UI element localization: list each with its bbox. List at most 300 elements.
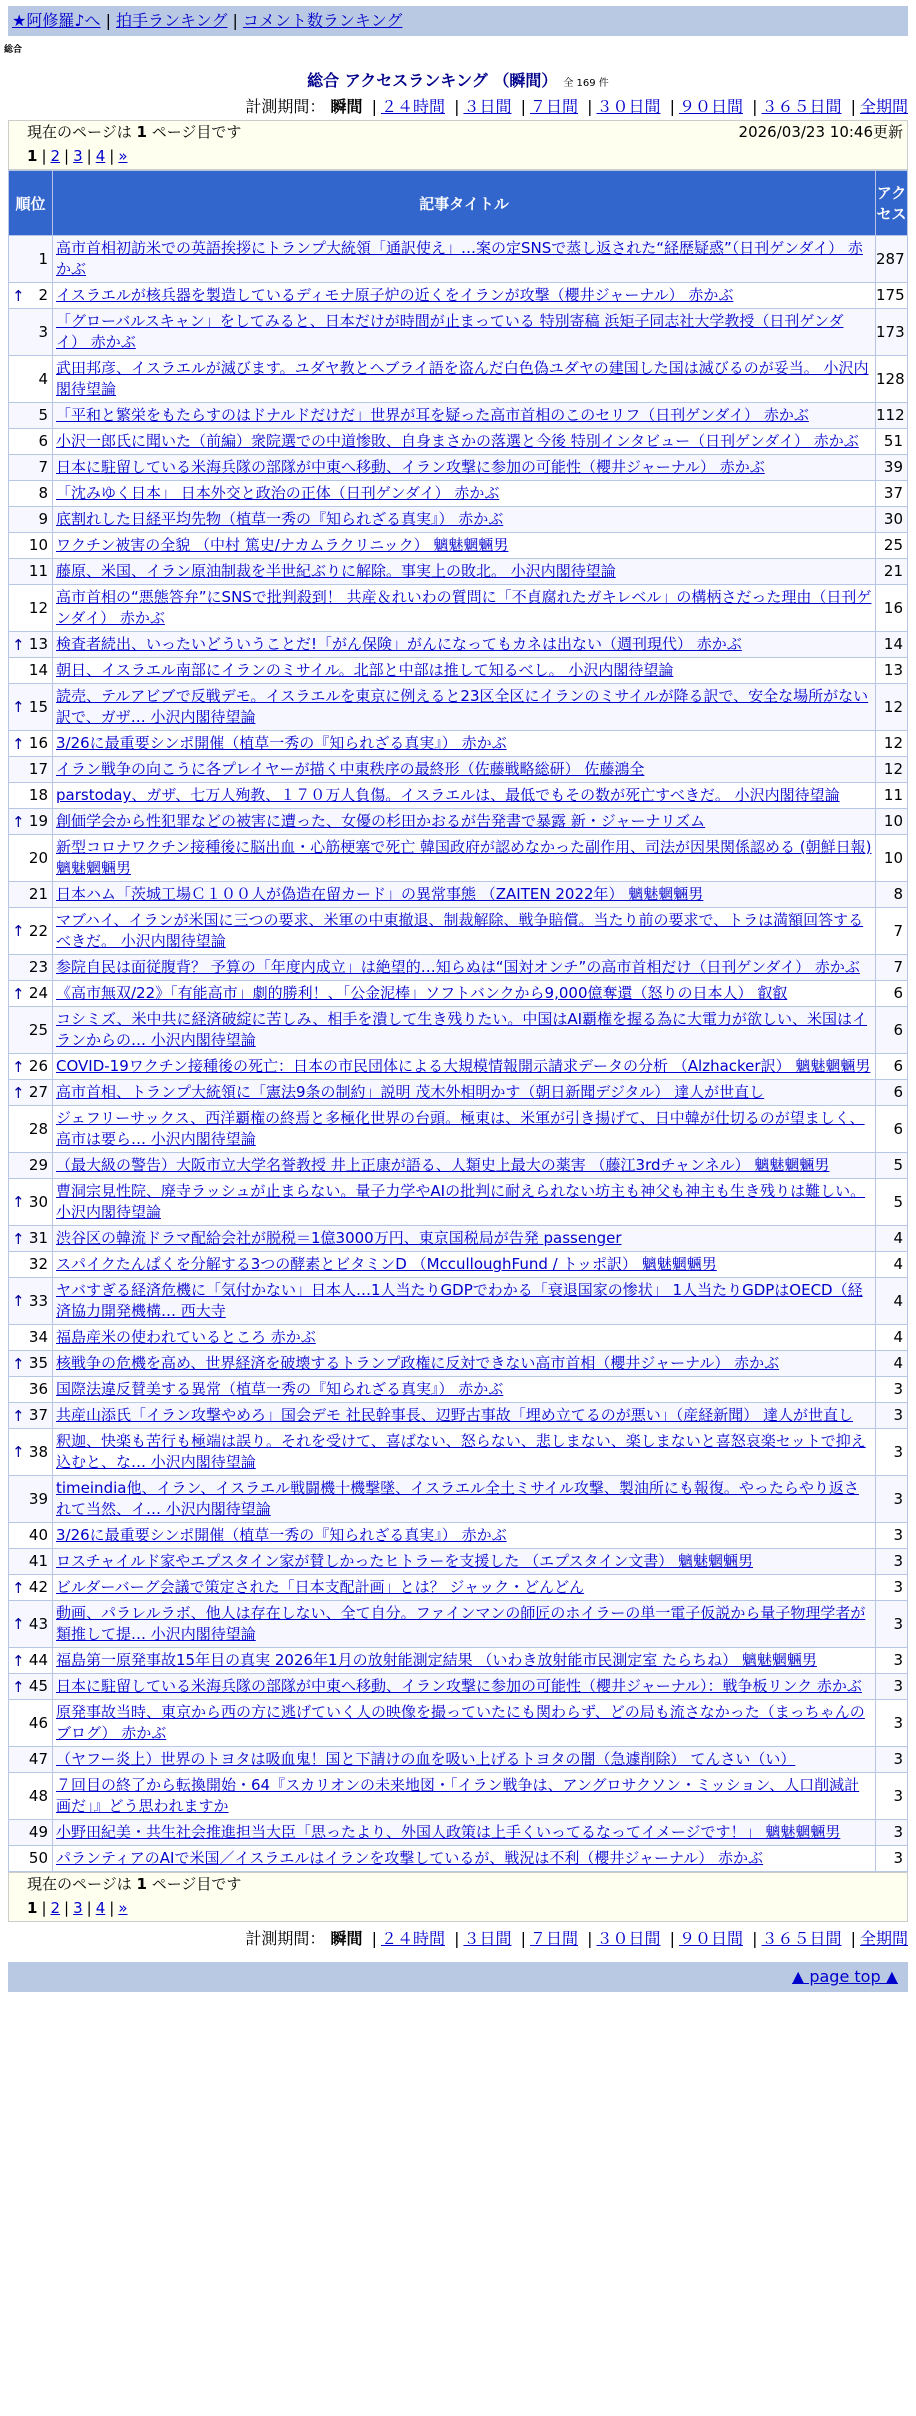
rank-cell [9,955,53,981]
article-title-link[interactable]: 渋谷区の韓流ドラマ配給会社が脱税＝1億3000万円、東京国税局が告発 passenger [56,1229,622,1247]
article-title-link[interactable]: 原発事故当時、東京から西の方に逃げていく人の映像を撮っていたにも関わらず、どの局も流さなかった（まっちゃんのブログ） 赤かぶ [56,1703,865,1742]
title-cell [53,1080,876,1106]
rank-cell [9,1429,53,1476]
rank-number: 46 [28,1713,48,1732]
rank-number: 39 [28,1489,48,1508]
article-title-link[interactable]: ヤバすぎる経済危機に「気付かない」日本人…1人当たりGDPでわかる「衰退国家の惨状」 1人当たりGDPはOECD（経済協力開発機構… 西大寺 [56,1281,863,1320]
article-title-link[interactable]: 日本ハム「茨城工場Ｃ１００人が偽造在留カード」の異常事態 （ZAITEN 2022年） 魑魅魍魎男 [56,885,704,903]
pager-separator: | [64,1899,70,1917]
period-link-90d[interactable]: ９０日間 [678,1929,743,1948]
title-cell [53,731,876,757]
period-link-7d[interactable]: ７日間 [529,97,578,116]
article-title-link[interactable]: parstoday、ガザ、七万人殉教、１７０万人負傷。イスラエルは、最低でもその数が死亡すべきだ。 小沢内閣待望論 [56,786,840,804]
rank-number: 41 [28,1552,48,1570]
period-separator: | [669,1929,675,1948]
access-count: 3 [876,1377,908,1403]
rank-cell [9,1403,53,1429]
article-title-link[interactable]: 《高市無双/22》「有能高市」劇的勝利！、「公金泥棒」ソフトバンクから9,000億奪還（怒りの日本人） 叡叡 [56,984,788,1002]
access-count: 6 [876,1080,908,1106]
rank-cell [9,1252,53,1278]
period-separator: | [752,97,758,116]
title-cell [53,1007,876,1054]
access-count: 6 [876,1007,908,1054]
rank-number: 26 [28,1057,48,1075]
pager-separator: | [86,147,92,165]
access-count: 175 [876,283,908,309]
rank-up-arrow-icon: ↑ [12,1578,25,1597]
col-header-count: アクセス [876,171,908,236]
nav-separator: | [105,11,111,30]
article-title-link[interactable]: 共産山添氏「イラン攻撃やめろ」国会デモ 社民幹事長、辺野古事故「埋め立てるのが悪い」（産経新聞） 達人が世直し [56,1406,854,1424]
article-title-link[interactable]: 参院自民は面従腹背？ 予算の「年度内成立」は絶望的…知らぬは“国対オンチ”の高市首相だけ（日刊ゲンダイ） 赤かぶ [56,958,860,976]
period-link-3d[interactable]: ３日間 [463,97,512,116]
page-info-suffix: ページ目です [146,1875,242,1893]
rank-cell [9,1549,53,1575]
access-count: 3 [876,1403,908,1429]
article-title-link[interactable]: ビルダーバーグ会議で策定された「日本支配計画」とは？ ジャック・どんどん [56,1578,585,1596]
access-count: 3 [876,1820,908,1846]
title-cell [53,356,876,403]
title-cell [53,955,876,981]
access-count: 287 [876,236,908,283]
rank-cell [9,1351,53,1377]
article-title-link[interactable]: 検査者続出、いったいどういうことだ!「がん保険」がんになってもカネは出ない（週刊現代） 赤かぶ [56,635,742,653]
rank-up-arrow-icon: ↑ [12,734,25,753]
rank-cell [9,1226,53,1252]
period-link-24h[interactable]: ２４時間 [380,97,445,116]
access-count: 6 [876,1054,908,1080]
title-cell [53,684,876,731]
rank-number: 20 [28,848,48,867]
rank-number: 13 [28,635,48,653]
rank-cell [9,757,53,783]
rank-number: 4 [38,369,48,388]
title-cell [53,1747,876,1773]
access-count: 3 [876,1549,908,1575]
pager-link-3[interactable]: 3 [73,147,83,165]
access-count: 13 [876,658,908,684]
rank-up-arrow-icon: ↑ [12,1193,25,1211]
title-cell [53,1252,876,1278]
page-info-row [9,121,907,143]
updated-timestamp: 2026/03/23 10:46更新 [738,123,903,141]
rank-number: 10 [28,536,48,554]
rank-cell [9,1080,53,1106]
period-link-all[interactable]: 全期間 [859,97,908,116]
footer-bar [8,1962,908,1992]
article-title-link[interactable]: イスラエルが核兵器を製造しているディモナ原子炉の近くをイランが攻撃（櫻井ジャーナル） 赤かぶ [56,286,734,304]
period-separator: | [454,97,460,116]
access-count: 3 [876,1747,908,1773]
title-cell [53,403,876,429]
page-info-prefix: 現在のページは [27,123,137,141]
pager-separator: | [109,147,115,165]
article-title-link[interactable]: 小野田紀美・共生社会推進担当大臣「思ったより、外国人政策は上手くいってるなってイメージです！」 魑魅魍魎男 [56,1823,841,1841]
rank-number: 48 [28,1786,48,1805]
rank-cell [9,1773,53,1820]
rank-cell [9,783,53,809]
title-cell [53,882,876,908]
page-title [0,68,916,90]
period-separator: | [669,97,675,116]
period-link-all[interactable]: 全期間 [859,1929,908,1948]
access-count: 3 [876,1429,908,1476]
period-link-30d[interactable]: ３０日間 [596,1929,661,1948]
rank-number: 47 [28,1750,48,1768]
rank-number: 49 [28,1823,48,1841]
title-cell [53,1226,876,1252]
title-cell [53,908,876,955]
article-title-link[interactable]: ７回目の終了から転換開始・64『スカリオンの未来地図・「イラン戦争は、アングロサクソン・ミッション、人口削減計画だ」』どう思われますか [56,1776,860,1815]
rank-number: 27 [28,1083,48,1101]
article-title-link[interactable]: COVID-19ワクチン接種後の死亡：日本の市民団体による大規模情報開示請求データの分析 （Alzhacker訳） 魑魅魍魎男 [56,1057,871,1075]
rank-up-arrow-icon: ↑ [12,1443,25,1461]
rank-cell [9,1278,53,1325]
table-row [9,1252,908,1278]
rank-number: 18 [28,786,48,804]
access-count: 5 [876,1179,908,1226]
article-title-link[interactable]: 釈迦、快楽も苦行も極端は誤り。それを受けて、喜ばない、怒らない、悲しまない、楽しまないと喜怒哀楽セットで抑え込むと、な… 小沢内閣待望論 [56,1432,866,1471]
rank-cell [9,559,53,585]
article-title-link[interactable]: 3/26に最重要シンポ開催（植草一秀の『知られざる真実』） 赤かぶ [56,1526,507,1544]
rank-cell [9,1523,53,1549]
article-title-link[interactable]: 「平和と繁栄をもたらすのはドナルドだけだ」世界が耳を疑った高市首相のこのセリフ（日刊ゲンダイ） 赤かぶ [56,406,809,424]
rank-cell [9,1054,53,1080]
table-row [9,981,908,1007]
rank-number: 35 [28,1354,48,1372]
article-title-link[interactable]: 「グローバルスキャン」をしてみると、日本だけが時間が止まっている 特別寄稿 浜矩子同志社大学教授（日刊ゲンダイ） 赤かぶ [56,312,844,351]
article-title-link[interactable]: 武田邦彦、イスラエルが滅びます。ユダヤ教とヘブライ語を盗んだ白色偽ユダヤの建国した国は滅びるのが妥当。 小沢内閣待望論 [56,359,869,398]
page-info-prefix: 現在のページは [27,1875,137,1893]
access-count: 10 [876,809,908,835]
access-count: 8 [876,882,908,908]
rank-number: 42 [28,1578,48,1596]
rank-cell [9,1846,53,1872]
info-box-top [8,120,908,170]
rank-number: 43 [28,1614,48,1633]
rank-cell [9,809,53,835]
title-cell [53,585,876,632]
nav-separator: | [232,11,238,30]
rank-number: 5 [38,406,48,424]
period-link-365d[interactable]: ３６５日間 [761,97,842,116]
table-row [9,1278,908,1325]
rank-cell [9,1007,53,1054]
rank-number: 12 [28,598,48,617]
rank-number: 33 [28,1291,48,1310]
title-cell [53,1700,876,1747]
pager-top [9,143,907,169]
title-cell [53,757,876,783]
access-count: 6 [876,981,908,1007]
table-row [9,809,908,835]
table-row [9,783,908,809]
table-row [9,757,908,783]
article-title-link[interactable]: 読売、テルアビブで反戦デモ。イスラエルを東京に例えると23区全区にイランのミサイルが降る訳で、安全な場所がない訳で、ガザ… 小沢内閣待望論 [56,687,869,726]
nav-link-ashura[interactable]: ★阿修羅♪へ [12,11,101,30]
rank-up-arrow-icon: ↑ [12,1057,25,1076]
ranking-table-body [9,236,908,1872]
article-title-link[interactable]: 朝日、イスラエル南部にイランのミサイル。北部と中部は推して知るべし。 小沢内閣待望論 [56,661,674,679]
access-count: 12 [876,757,908,783]
table-row [9,1674,908,1700]
title-cell [53,481,876,507]
access-count: 4 [876,1226,908,1252]
page-info-row-bottom [9,1873,907,1895]
article-title-link[interactable]: コシミズ、米中共に経済破綻に苦しみ、相手を潰して生き残りたい。中国はAI覇権を握る為に大電力が欲しい、米国はイランからの… 小沢内閣待望論 [56,1010,868,1049]
rank-cell [9,309,53,356]
rank-cell [9,533,53,559]
rank-cell [9,356,53,403]
page-info-suffix: ページ目です [146,123,242,141]
table-row [9,955,908,981]
table-row [9,658,908,684]
rank-cell [9,481,53,507]
table-row [9,481,908,507]
pager-bottom [9,1895,907,1921]
access-count: 5 [876,1153,908,1179]
article-title-link[interactable]: 藤原、米国、イラン原油制裁を半世紀ぶりに解除。事実上の敗北。 小沢内閣待望論 [56,562,616,580]
article-title-link[interactable]: 3/26に最重要シンポ開催（植草一秀の『知られざる真実』） 赤かぶ [56,734,507,752]
pager-next[interactable]: » [118,147,128,165]
table-row [9,1106,908,1153]
title-cell [53,1773,876,1820]
period-separator: | [371,97,377,116]
rank-number: 7 [38,458,48,476]
rank-cell [9,507,53,533]
article-title-link[interactable]: 創価学会から性犯罪などの被害に遭った、女優の杉田かおるが告発書で暴露 新・ジャーナリズム [56,812,706,830]
title-cell [53,1820,876,1846]
period-link-3d[interactable]: ３日間 [463,1929,512,1948]
period-separator: | [371,1929,377,1948]
rank-cell [9,731,53,757]
table-row [9,1575,908,1601]
rank-cell [9,1747,53,1773]
article-title-link[interactable]: 高市首相初訪米での英語挨拶にトランプ大統領「通訳使え」…案の定SNSで蒸し返された“経歴疑惑”（日刊ゲンダイ） 赤かぶ [56,239,863,278]
pager-link-4[interactable]: 4 [95,147,106,165]
article-title-link[interactable]: パランティアのAIで米国／イスラエルはイランを攻撃しているが、戦況は不利（櫻井ジャーナル） 赤かぶ [56,1849,764,1867]
table-row [9,1351,908,1377]
rank-cell [9,1601,53,1648]
table-row [9,309,908,356]
title-cell [53,1575,876,1601]
title-cell [53,981,876,1007]
article-title-link[interactable]: （ヤフー炎上）世界のトヨタは吸血鬼！国と下請けの血を吸い上げるトヨタの闇（急遽削除） てんさい（い） [56,1750,796,1768]
period-link-24h[interactable]: ２４時間 [380,1929,445,1948]
table-row [9,1846,908,1872]
table-row [9,559,908,585]
table-row [9,283,908,309]
pager-link-4[interactable]: 4 [95,1899,106,1917]
article-title-link[interactable]: マブハイ、イランが米国に三つの要求、米軍の中東撤退、制裁解除、戦争賠償。当たり前の要求で、トラは満額回答するべきだ。 小沢内閣待望論 [56,911,864,950]
table-row [9,1054,908,1080]
access-count: 7 [876,908,908,955]
top-nav-bar [8,6,908,36]
rank-up-arrow-icon: ↑ [12,1229,25,1248]
article-title-link[interactable]: 「沈みゆく日本」 日本外交と政治の正体（日刊ゲンダイ） 赤かぶ [56,484,500,502]
table-row [9,1820,908,1846]
table-row [9,1648,908,1674]
rank-cell [9,1179,53,1226]
period-link-90d[interactable]: ９０日間 [678,97,743,116]
pager-current: 1 [27,1899,38,1917]
access-count: 4 [876,1325,908,1351]
rank-number: 1 [38,249,48,268]
article-title-link[interactable]: 福島産米の使われているところ 赤かぶ [56,1328,316,1346]
period-label: 計測期間： [245,1929,326,1948]
period-separator: | [850,97,856,116]
title-cell [53,1601,876,1648]
article-title-link[interactable]: 底割れした日経平均先物（植草一秀の『知られざる真実』） 赤かぶ [56,510,504,528]
rank-number: 50 [28,1849,48,1867]
title-cell [53,632,876,658]
period-link-30d[interactable]: ３０日間 [596,97,661,116]
period-current: 瞬間 [330,97,363,116]
table-row [9,835,908,882]
pager-link-2[interactable]: 2 [50,147,61,165]
title-cell [53,236,876,283]
title-cell [53,1351,876,1377]
period-separator: | [587,1929,593,1948]
pager-separator: | [64,147,70,165]
access-count: 173 [876,309,908,356]
title-cell [53,1054,876,1080]
article-title-link[interactable]: timeindia他、イラン、イスラエル戦闘機十機撃墜、イスラエル全土ミサイル攻撃、製油所にも報復。やったらやり返されて当然、イ… 小沢内閣待望論 [56,1479,859,1518]
pager-separator: | [41,1899,47,1917]
pager-next[interactable]: » [118,1899,128,1917]
period-link-7d[interactable]: ７日間 [529,1929,578,1948]
rank-number: 44 [28,1651,48,1669]
access-count: 7 [876,955,908,981]
rank-number: 19 [28,812,48,830]
article-title-link[interactable]: 小沢一郎氏に聞いた（前編）衆院選での中道惨敗、自身まさかの落選と今後 特別インタビュー（日刊ゲンダイ） 赤かぶ [56,432,859,450]
access-count: 11 [876,783,908,809]
rank-up-arrow-icon: ↑ [12,1651,25,1670]
rank-up-arrow-icon: ↑ [12,1677,25,1696]
rank-number: 24 [28,984,48,1002]
access-count: 25 [876,533,908,559]
article-title-link[interactable]: （最大級の警告）大阪市立大学名誉教授 井上正康が語る、人類史上最大の薬害 （藤江3rdチャンネル） 魑魅魍魎男 [56,1156,830,1174]
table-row [9,403,908,429]
rank-number: 16 [28,734,48,752]
title-cell [53,1648,876,1674]
article-title-link[interactable]: 日本に駐留している米海兵隊の部隊が中東へ移動、イラン攻撃に参加の可能性（櫻井ジャーナル）：戦争板リンク 赤かぶ [56,1677,862,1695]
article-title-link[interactable]: イラン戦争の向こうに各プレイヤーが描く中東秩序の最終形（佐藤戦略総研） 佐藤鴻全 [56,760,645,778]
article-title-link[interactable]: 高市首相の“悪態答弁”にSNSで批判殺到！ 共産＆れいわの質問に「不貞腐れたガキレベル」の構柄さだった理由（日刊ゲンダイ） 赤かぶ [56,588,872,627]
article-title-link[interactable]: ワクチン被害の全貌 （中村 篤史/ナカムラクリニック） 魑魅魍魎男 [56,536,509,554]
article-title-link[interactable]: 高市首相、トランプ大統領に「憲法9条の制約」説明 茂木外相明かす（朝日新聞デジタル） 達人が世直し [56,1083,765,1101]
article-title-link[interactable]: ジェフリーサックス、西洋覇権の終焉と多極化世界の台頭。極東は、米軍が引き揚げて、日中韓が仕切るのが望ましく、高市は要ら… 小沢内閣待望論 [56,1109,865,1148]
rank-number: 11 [28,562,48,580]
table-row [9,1549,908,1575]
rank-cell [9,1153,53,1179]
title-cell [53,455,876,481]
rank-cell [9,455,53,481]
period-selector-bottom [0,1926,908,1948]
table-row [9,429,908,455]
access-count: 3 [876,1674,908,1700]
rank-number: 28 [28,1119,48,1138]
nav-link-comment-ranking[interactable]: コメント数ランキング [242,11,403,30]
access-count: 3 [876,1601,908,1648]
rank-up-arrow-icon: ↑ [12,984,25,1003]
rank-up-arrow-icon: ↑ [12,1292,25,1310]
rank-number: 23 [28,958,48,976]
page-top-link[interactable]: ▲ page top ▲ [791,1967,898,1986]
period-link-365d[interactable]: ３６５日間 [761,1929,842,1948]
rank-up-arrow-icon: ↑ [12,286,25,305]
access-count: 3 [876,1523,908,1549]
pager-current: 1 [27,147,38,165]
nav-link-clap-ranking[interactable]: 拍手ランキング [115,11,228,30]
rank-number: 6 [38,432,48,450]
title-cell [53,1476,876,1523]
article-title-link[interactable]: 曹洞宗見性院、廃寺ラッシュが止まらない。量子力学やAIの批判に耐えられない坊主も神父も神主も生き残りは難しい。 小沢内閣待望論 [56,1182,866,1221]
title-cell [53,1179,876,1226]
rank-number: 15 [28,697,48,716]
rank-number: 14 [28,661,48,679]
title-cell [53,429,876,455]
access-count: 10 [876,835,908,882]
rank-number: 36 [28,1380,48,1398]
article-title-link[interactable]: 国際法違反賛美する異常（植草一秀の『知られざる真実』） 赤かぶ [56,1380,504,1398]
total-count: 全 169 件 [563,78,609,89]
pager-separator: | [41,147,47,165]
col-header-rank: 順位 [9,171,53,236]
article-title-link[interactable]: 核戦争の危機を高め、世界経済を破壊するトランプ政権に反対できない高市首相（櫻井ジャーナル） 赤かぶ [56,1354,780,1372]
title-cell [53,835,876,882]
table-row [9,1523,908,1549]
rank-cell [9,1476,53,1523]
rank-number: 21 [28,885,48,903]
rank-number: 32 [28,1255,48,1273]
rank-cell [9,981,53,1007]
col-header-title: 記事タイトル [53,171,876,236]
title-cell [53,1846,876,1872]
rank-up-arrow-icon: ↑ [12,812,25,831]
access-count: 3 [876,1700,908,1747]
rank-number: 34 [28,1328,48,1346]
access-count: 12 [876,684,908,731]
title-cell [53,283,876,309]
table-row [9,731,908,757]
article-title-link[interactable]: 日本に駐留している米海兵隊の部隊が中東へ移動、イラン攻撃に参加の可能性（櫻井ジャーナル） 赤かぶ [56,458,765,476]
title-cell [53,1403,876,1429]
rank-up-arrow-icon: ↑ [12,698,25,716]
pager-link-3[interactable]: 3 [73,1899,83,1917]
period-separator: | [587,97,593,116]
article-title-link[interactable]: ロスチャイルド家やエプスタイン家が賛しかったヒトラーを支援した （エプスタイン文書） 魑魅魍魎男 [56,1552,753,1570]
title-cell [53,1325,876,1351]
article-title-link[interactable]: 動画、パラレルラボ、他人は存在しない、全て自分。ファインマンの師匠のホイラーの単一電子仮説から量子物理学者が類推して提… 小沢内閣待望論 [56,1604,866,1643]
access-count: 3 [876,1648,908,1674]
rank-number: 38 [28,1442,48,1461]
table-row [9,1429,908,1476]
rank-cell [9,1648,53,1674]
rank-cell [9,1674,53,1700]
rank-cell [9,403,53,429]
table-row [9,1179,908,1226]
ranking-table [8,170,908,1872]
table-row [9,236,908,283]
pager-link-2[interactable]: 2 [50,1899,61,1917]
article-title-link[interactable]: 新型コロナワクチン接種後に脳出血・心筋梗塞で死亡 韓国政府が認めなかった副作用、司法が因果関係認める (朝鮮日報) 魑魅魍魎男 [56,838,872,877]
article-title-link[interactable]: スパイクたんぱくを分解する3つの酵素とビタミンD （McculloughFund / トッポ訳） 魑魅魍魎男 [56,1255,717,1273]
table-row [9,356,908,403]
article-title-link[interactable]: 福島第一原発事故15年目の真実 2026年1月の放射能測定結果 （いわき放射能市民測定室 たらちね） 魑魅魍魎男 [56,1651,817,1669]
title-cell [53,507,876,533]
title-cell [53,1153,876,1179]
